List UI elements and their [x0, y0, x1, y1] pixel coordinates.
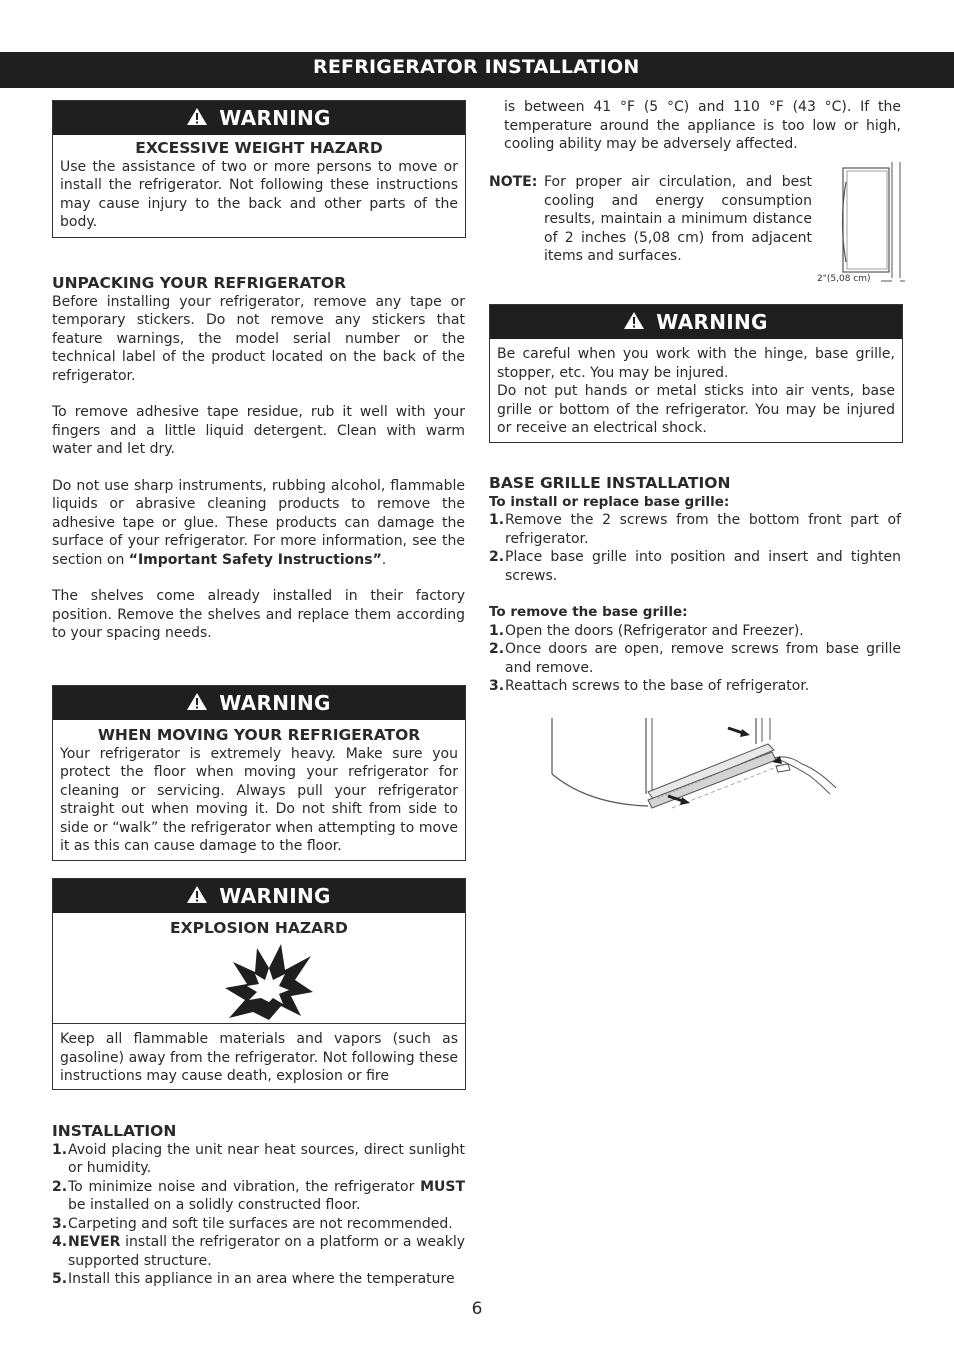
remove-subheading: To remove the base grille:: [489, 604, 688, 620]
warning-header: [53, 686, 465, 720]
warning-label: WARNING: [219, 883, 331, 908]
warning-triangle-icon: [624, 312, 644, 332]
warning-title: EXCESSIVE WEIGHT HAZARD: [135, 139, 383, 157]
base-grille-section: [489, 474, 901, 696]
warning-box-moving: [52, 685, 466, 861]
list-item: 3. Reattach screws to the base of refrigerator.: [489, 678, 810, 694]
note-text: For proper air circulation, and best cooling and energy consumption results, maintain a minimum distance of 2 inches (5,08 cm) from adjacent items and surfaces.: [544, 174, 812, 264]
warning-label: WARNING: [219, 690, 331, 715]
warning-box-explosion: [52, 878, 466, 1090]
warning-box-weight: [52, 100, 466, 238]
warning-header: [53, 879, 465, 913]
warning-text: [490, 345, 902, 438]
warning-title: EXPLOSION HAZARD: [170, 919, 348, 937]
unpacking-section: [52, 274, 465, 643]
warning-triangle-icon: [187, 693, 207, 713]
installation-heading: INSTALLATION: [52, 1122, 177, 1140]
warning-triangle-icon: [187, 108, 207, 128]
install-list: [489, 511, 901, 585]
section-header: [0, 52, 954, 88]
list-item: 4. NEVER install the refrigerator on a platform or a weakly supported structure.: [52, 1234, 465, 1269]
unpacking-heading: UNPACKING YOUR REFRIGERATOR: [52, 274, 347, 292]
list-item: 5. Install this appliance in an area where the temperature: [52, 1271, 455, 1287]
unpacking-paragraph-4: The shelves come already installed in their factory position. Remove the shelves and replace them according to your spacing needs.: [52, 588, 465, 641]
installation-list: [52, 1141, 465, 1289]
install-subheading: To install or replace base grille:: [489, 493, 730, 510]
list-item: 1. Open the doors (Refrigerator and Freezer).: [489, 622, 804, 639]
warning-box-hinge: [489, 304, 903, 443]
list-item: 1. Avoid placing the unit near heat sources, direct sunlight or humidity.: [52, 1141, 465, 1176]
remove-list: [489, 622, 901, 696]
list-item: 2. Once doors are open, remove screws from base grille and remove.: [489, 641, 901, 676]
warning-label: WARNING: [219, 105, 331, 130]
unpacking-paragraph-1: Before installing your refrigerator, remove any tape or temporary stickers. Do not remove any stickers that feature warnings, the model serial number or the technical label of the product located on the back of the refrigerator.: [52, 293, 465, 384]
installation-section: [52, 1122, 465, 1289]
section-title: REFRIGERATOR INSTALLATION: [313, 56, 640, 78]
unpacking-paragraph-3: Do not use sharp instruments, rubbing alcohol, flammable liquids or abrasive cleaning products to remove the adhesive tape or glue. These products can damage the surface of your refrigerator. For more information, see the section on “Important Safety Instructions”.: [52, 477, 465, 568]
note-label: NOTE:: [489, 174, 538, 190]
warning-triangle-icon: [187, 886, 207, 906]
explosion-icon: [223, 942, 315, 1028]
warning-header: [490, 305, 902, 339]
page-number: 6: [471, 1299, 483, 1319]
list-item: 2. To minimize noise and vibration, the refrigerator MUST be installed on a solidly constructed floor.: [52, 1178, 465, 1213]
base-grille-illustration: [548, 714, 840, 814]
list-item: 1. Remove the 2 screws from the bottom front part of refrigerator.: [489, 512, 901, 547]
installation-continued: is between 41 °F (5 °C) and 110 °F (43 °C). If the temperature around the appliance is too low or high, cooling ability may be adversely affected.: [504, 99, 901, 152]
unpacking-paragraph-2: To remove adhesive tape residue, rub it well with your fingers and a little liquid detergent. Clean with warm water and let dry.: [52, 404, 465, 457]
warning-header: [53, 101, 465, 135]
list-item: 3. Carpeting and soft tile surfaces are not recommended.: [52, 1215, 453, 1232]
warning-text-1: Be careful when you work with the hinge, base grille, stopper, etc. You may be injured.: [497, 346, 895, 381]
warning-label: WARNING: [656, 309, 768, 334]
clearance-figure: [815, 162, 905, 292]
warning-text: Use the assistance of two or more persons to move or install the refrigerator. Not following these instructions may cause injury to the back and other parts of the body.: [60, 158, 458, 230]
divider: [53, 1023, 465, 1024]
warning-text: Your refrigerator is extremely heavy. Make sure you protect the floor when moving your refrigerator for cleaning or servicing. Always pull your refrigerator straight out when moving it. Do not shift from side to side or “walk” the refrigerator when attempting to move it as this can cause damage to the floor.: [60, 745, 458, 854]
list-item: 2. Place base grille into position and insert and tighten screws.: [489, 549, 901, 584]
warning-text: Keep all flammable materials and vapors (such as gasoline) away from the refrigerator. Not following these instructions may cause death, explosion or fire: [60, 1031, 458, 1084]
clearance-label: 2"(5,08 cm): [817, 274, 871, 284]
warning-title: WHEN MOVING YOUR REFRIGERATOR: [97, 726, 421, 744]
base-grille-heading: BASE GRILLE INSTALLATION: [489, 474, 731, 492]
warning-text-2: Do not put hands or metal sticks into air vents, base grille or bottom of the refrigerator. You may be injured or receive an electrical shock.: [497, 383, 895, 436]
